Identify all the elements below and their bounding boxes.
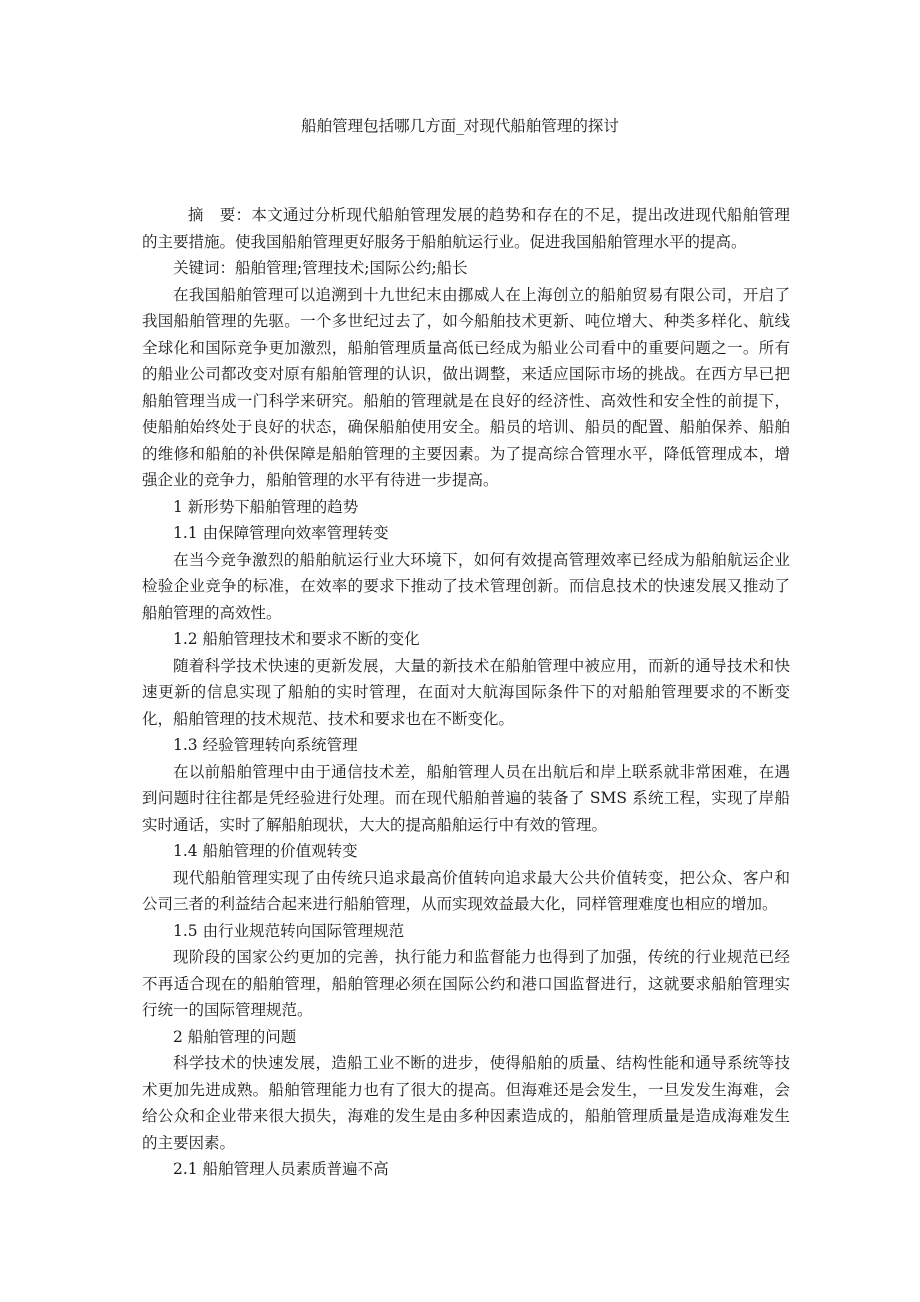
section-heading-1-3: 1.3 经验管理转向系统管理 <box>173 736 358 754</box>
paragraph-2: 科学技术的快速发展，造船工业不断的进步，使得船舶的质量、结构性能和通导系统等技术更加先进成熟。船舶管理能力也有了很大的提高。但海难还是会发生，一旦发发生海难，会给公众和企业带来很大损失，海难的发生是由多种因素造成的，船舶管理质量是造成海难发生的主要因素。 <box>142 1054 790 1152</box>
paragraph-1-1: 在当今竞争激烈的船舶航运行业大环境下，如何有效提高管理效率已经成为船舶航运企业检验企业竞争的标准，在效率的要求下推动了技术管理创新。而信息技术的快速发展又推动了船舶管理的高效性。 <box>142 550 790 622</box>
section-heading-1-5: 1.5 由行业规范转向国际管理规范 <box>173 921 405 940</box>
paragraph-1-4: 现代船舶管理实现了由传统只追求最高价值转向追求最大公共价值转变，把公众、客户和公司三者的利益结合起来进行船舶管理，从而实现效益最大化，同样管理难度也相应的增加。 <box>142 868 790 913</box>
section-heading-1: 1 新形势下船舶管理的趋势 <box>173 497 359 516</box>
keywords-paragraph: 关键词：船舶管理;管理技术;国际公约;船长 <box>173 259 468 277</box>
section-heading-2-1: 2.1 船舶管理人员素质普遍不高 <box>173 1160 389 1178</box>
paragraph-1-5: 现阶段的国家公约更加的完善，执行能力和监督能力也得到了加强，传统的行业规范已经不再适合现在的船舶管理，船舶管理必须在国际公约和港口国监督进行，这就要求船舶管理实行统一的国际管理规范。 <box>142 948 790 1019</box>
paragraph-1-3: 在以前船舶管理中由于通信技术差，船舶管理人员在出航后和岸上联系就非常困难，在遇到问题时往往都是凭经验进行处理。而在现代船舶普遍的装备了 SMS 系统工程，实现了岸船实时通话，实时了解船舶现状，大大的提高船舶运行中有效的管理。 <box>142 762 790 834</box>
section-heading-2: 2 船舶管理的问题 <box>173 1027 297 1046</box>
section-heading-1-1: 1.1 由保障管理向效率管理转变 <box>173 524 389 542</box>
intro-paragraph: 在我国船舶管理可以追溯到十九世纪末由挪威人在上海创立的船舶贸易有限公司，开启了我国船舶管理的先驱。一个多世纪过去了，如今船舶技术更新、吨位增大、种类多样化、航线全球化和国际竞争更加激烈，船舶管理质量高低已经成为船业公司看中的重要问题之一。所有的船业公司都改变对原有船舶管理的认识，做出调整，来适应国际市场的挑战。在西方早已把船舶管理当成一门科学来研究。船舶的管理就是在良好的经济性、高效性和安全性的前提下，使船舶始终处于良好的状态，确保船舶使用安全。船员的培训、船员的配置、船舶保养、船舶的维修和船舶的补供保障是船舶管理的主要因素。为了提高综合管理水平，降低管理成本，增强企业的竞争力，船舶管理的水平有待进一步提高。 <box>142 285 790 489</box>
document-title: 船舶管理包括哪几方面_对现代船舶管理的探讨 <box>301 117 619 135</box>
section-heading-1-4: 1.4 船舶管理的价值观转变 <box>173 842 358 860</box>
paragraph-1-2: 随着科学技术快速的更新发展，大量的新技术在船舶管理中被应用，而新的通导技术和快速更新的信息实现了船舶的实时管理，在面对大航海国际条件下的对船舶管理要求的不断变化，船舶管理的技术规范、技术和要求也在不断变化。 <box>142 656 790 728</box>
document-body <box>142 202 790 1183</box>
section-heading-1-2: 1.2 船舶管理技术和要求不断的变化 <box>173 630 420 648</box>
abstract-paragraph: 摘 要：本文通过分析现代船舶管理发展的趋势和存在的不足，提出改进现代船舶管理的主要措施。使我国船舶管理更好服务于船舶航运行业。促进我国船舶管理水平的提高。 <box>142 206 790 251</box>
